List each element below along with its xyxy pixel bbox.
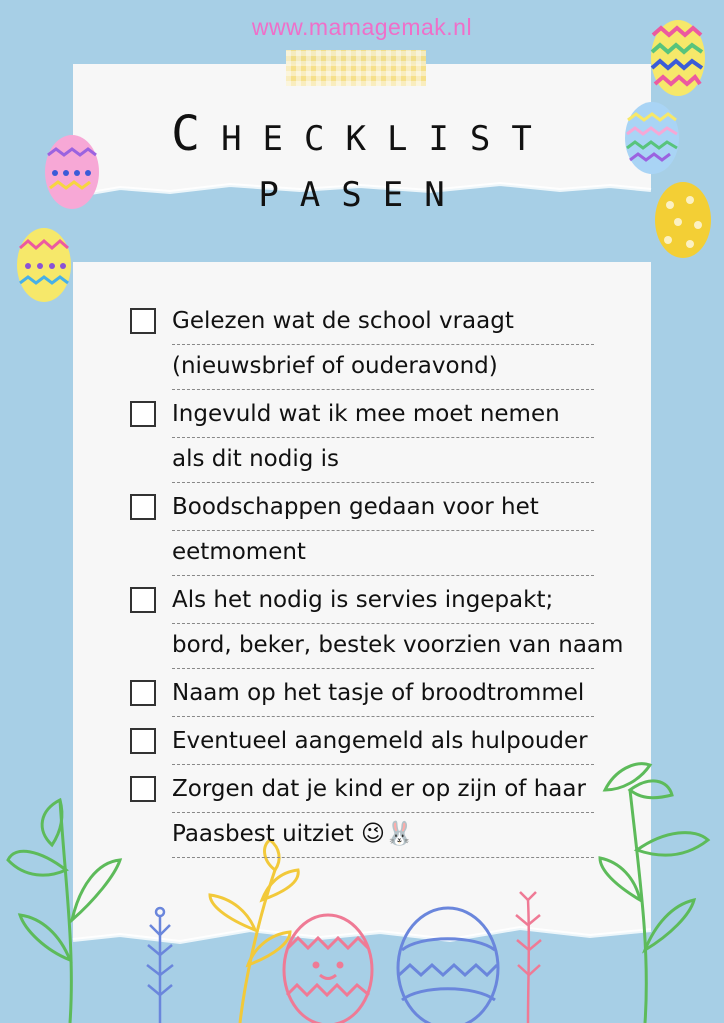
checkbox-icon[interactable] [130,494,156,520]
easter-egg-icon [651,20,705,96]
checklist-item-label: Boodschappen gedaan voor het [172,486,594,531]
checkbox-icon[interactable] [130,587,156,613]
checklist-item-label: Naam op het tasje of broodtrommel [172,672,594,717]
checklist-item [130,300,670,390]
checkbox-icon[interactable] [130,680,156,706]
site-url[interactable]: www.mamagemak.nl [251,14,473,40]
checklist-item [130,672,670,717]
checklist-item-label: Als het nodig is servies ingepakt; [172,579,594,624]
checklist-item-label: Eventueel aangemeld als hulpouder [172,720,594,765]
page-title: Checklist pasen [171,106,553,218]
checkbox-icon[interactable] [130,401,156,427]
checklist-item-label: Paasbest uitziet 😉🐰 [172,813,594,858]
checklist-item [130,720,670,765]
checkbox-icon[interactable] [130,308,156,334]
checklist-item [130,486,670,576]
easter-egg-icon [17,228,71,302]
checklist-item-label: eetmoment [172,531,594,576]
tape-icon [286,50,426,86]
checklist-item-label: als dit nodig is [172,438,594,483]
easter-egg-icon [655,182,711,258]
checklist-item [130,393,670,483]
checklist-item-label: bord, beker, bestek voorzien van naam [172,624,594,669]
checklist-item [130,579,670,669]
checkbox-icon[interactable] [130,776,156,802]
checkbox-icon[interactable] [130,728,156,754]
checklist-item-label: Zorgen dat je kind er op zijn of haar [172,768,594,813]
checklist-item-label: Gelezen wat de school vraagt [172,300,594,345]
checklist-item-label: Ingevuld wat ik mee moet nemen [172,393,594,438]
checklist [130,300,670,861]
checklist-item-label: (nieuwsbrief of ouderavond) [172,345,594,390]
checklist-item [130,768,670,858]
